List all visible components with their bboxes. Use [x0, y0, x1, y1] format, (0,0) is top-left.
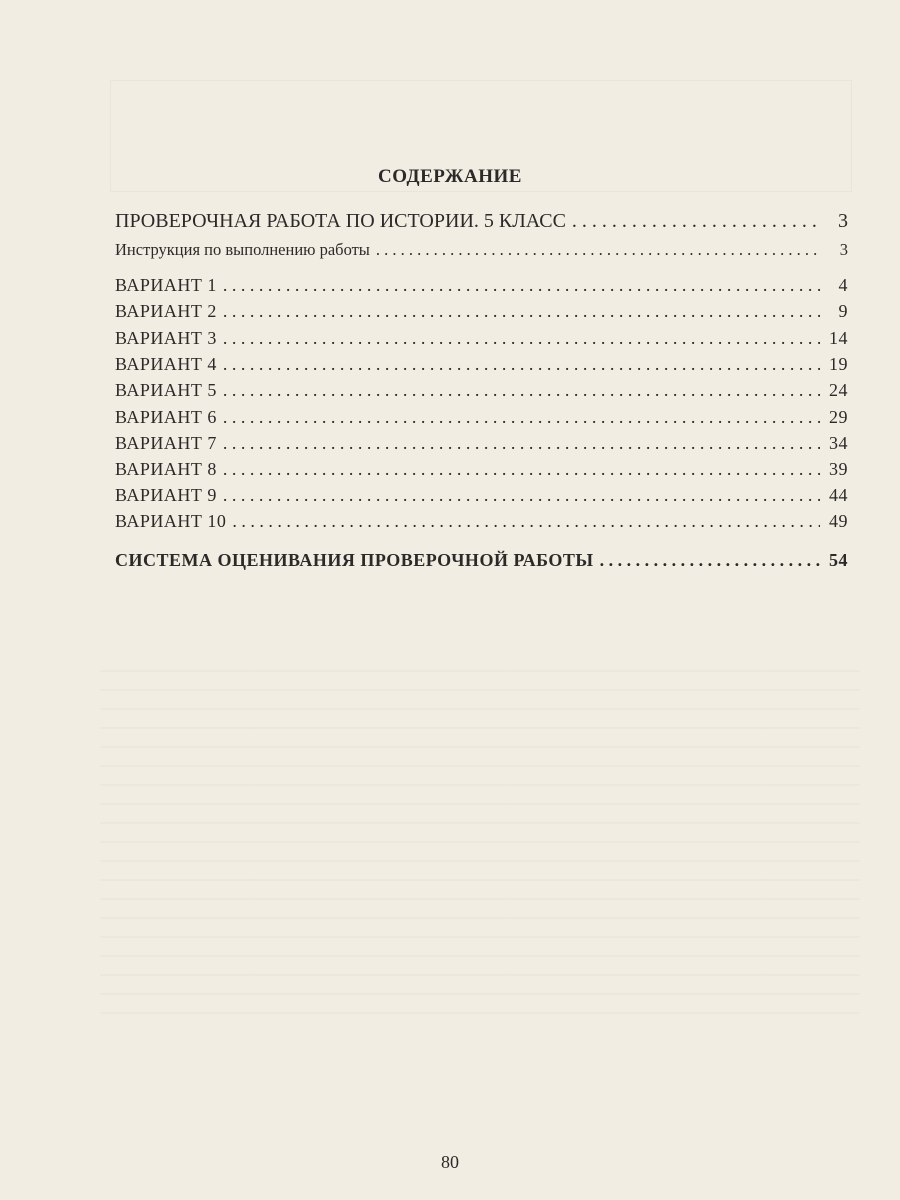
dot-leader — [223, 380, 820, 401]
toc-page: 9 — [838, 301, 848, 321]
toc-entry[interactable] — [115, 354, 848, 375]
toc-entry[interactable] — [115, 407, 848, 428]
toc-label: ВАРИАНТ 5 — [115, 380, 217, 400]
dot-leader — [376, 240, 820, 260]
toc-entry[interactable] — [115, 380, 848, 401]
toc-entry[interactable] — [115, 328, 848, 349]
toc-page: 24 — [829, 380, 848, 400]
dot-leader — [600, 550, 820, 571]
toc-label: ВАРИАНТ 3 — [115, 328, 217, 348]
toc-page: 54 — [829, 550, 848, 570]
toc-entry[interactable] — [115, 433, 848, 454]
toc-label: ВАРИАНТ 6 — [115, 407, 217, 427]
dot-leader — [223, 485, 820, 506]
bleed-through-text — [100, 670, 860, 1020]
toc-entry[interactable] — [115, 550, 848, 571]
toc-page: 29 — [829, 407, 848, 427]
dot-leader — [223, 328, 820, 349]
toc-page: 3 — [838, 210, 848, 232]
toc-entry[interactable] — [115, 459, 848, 480]
toc-label: ВАРИАНТ 9 — [115, 485, 217, 505]
page-title: СОДЕРЖАНИЕ — [378, 166, 522, 187]
dot-leader — [223, 354, 820, 375]
dot-leader — [232, 511, 820, 532]
toc-page: 34 — [829, 433, 848, 453]
toc-label: ВАРИАНТ 4 — [115, 354, 217, 374]
toc-label: ПРОВЕРОЧНАЯ РАБОТА ПО ИСТОРИИ. 5 КЛАСС — [115, 210, 566, 232]
dot-leader — [223, 301, 820, 322]
toc-page: 19 — [829, 354, 848, 374]
toc-label: ВАРИАНТ 2 — [115, 301, 217, 321]
toc-label: СИСТЕМА ОЦЕНИВАНИЯ ПРОВЕРОЧНОЙ РАБОТЫ — [115, 550, 594, 570]
dot-leader — [223, 275, 820, 296]
toc-entry[interactable] — [115, 511, 848, 532]
toc-entry[interactable] — [115, 301, 848, 322]
toc-label: ВАРИАНТ 1 — [115, 275, 217, 295]
toc-page: 44 — [829, 485, 848, 505]
toc-entry[interactable] — [115, 210, 848, 233]
toc-page: 3 — [839, 240, 848, 259]
toc-page: 14 — [829, 328, 848, 348]
toc-page: 4 — [838, 275, 848, 295]
dot-leader — [223, 459, 820, 480]
toc-page: 39 — [829, 459, 848, 479]
dot-leader — [572, 210, 820, 233]
toc-label: ВАРИАНТ 7 — [115, 433, 217, 453]
toc-entry[interactable] — [115, 240, 848, 260]
dot-leader — [223, 433, 820, 454]
page-number: 80 — [441, 1152, 459, 1172]
toc-entry[interactable] — [115, 485, 848, 506]
toc-label: Инструкция по выполнению работы — [115, 240, 370, 259]
dot-leader — [223, 407, 820, 428]
toc-label: ВАРИАНТ 8 — [115, 459, 217, 479]
toc-entry[interactable] — [115, 275, 848, 296]
toc-page: 49 — [829, 511, 848, 531]
toc-label: ВАРИАНТ 10 — [115, 511, 227, 531]
